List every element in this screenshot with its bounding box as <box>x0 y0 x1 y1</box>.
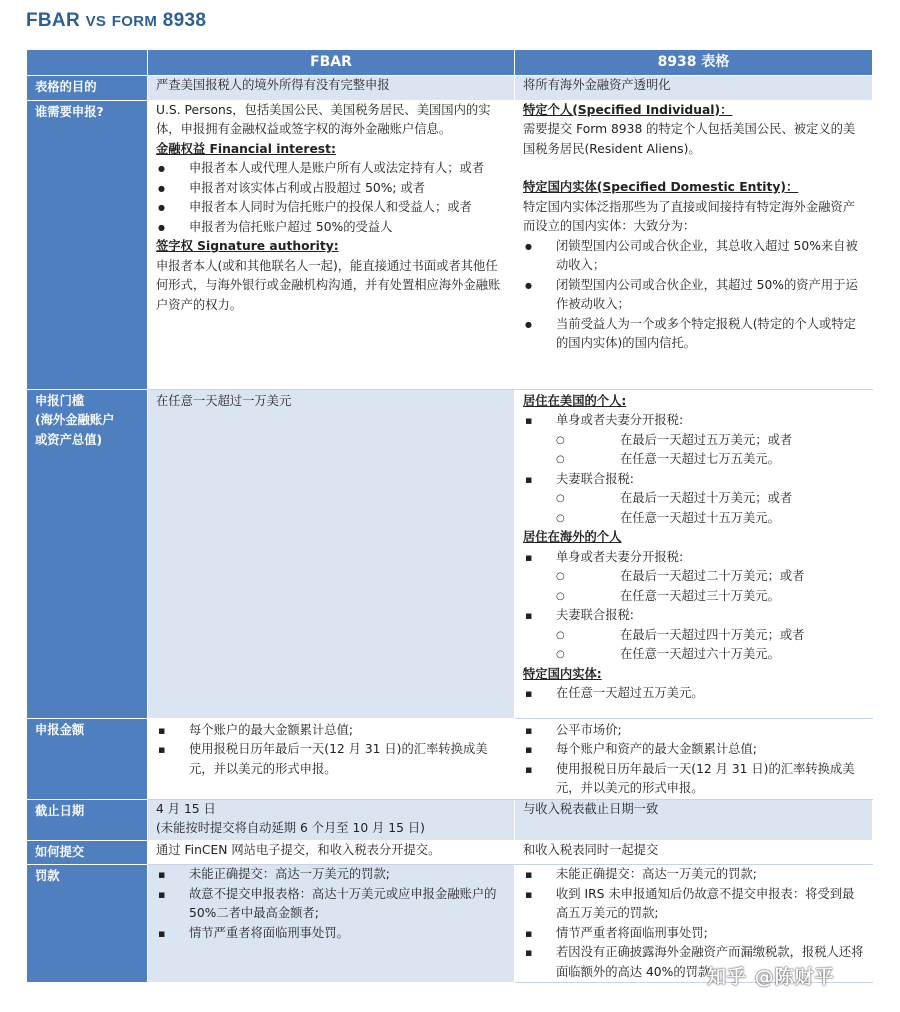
cell-fbar-howto: 通过 FinCEN 网站电子提交，和收入税表分开提交。 <box>148 840 515 865</box>
list-item: ○ 在任意一天超过十五万美元。 <box>556 509 864 529</box>
deadline-extension: (未能按时提交将自动延期 6 个月至 10 月 15 日) <box>156 821 425 835</box>
list-item: ▪ 未能正确提交：高达一万美元的罚款; <box>523 865 864 885</box>
abroad-list-joint <box>523 606 864 626</box>
entity-heading: 特定国内实体: <box>523 666 602 681</box>
list-item: ▪ 若因没有正确披露海外金融资产而漏缴税款，报税人还将面临额外的高达 40%的罚款。 <box>523 943 864 982</box>
list-item: ▪ 每个账户和资产的最大金额累计总值; <box>523 740 864 760</box>
list-item: ▪ 故意不提交申报表格：高达十万美元或应申报金融账户的 50%二者中最高金额者; <box>156 885 506 924</box>
row-label-amount: 申报金额 <box>27 718 148 799</box>
fbar-fi-heading: 金融权益 Financial interest: <box>156 141 336 156</box>
f-amount-list <box>523 721 864 799</box>
row-purpose <box>27 76 873 101</box>
cell-fbar-amount <box>148 718 515 799</box>
cell-fbar-deadline <box>148 799 515 840</box>
threshold-label-line: 或资产总值) <box>35 432 103 447</box>
row-label-who: 谁需要申报? <box>27 100 148 389</box>
list-item: ▪ 夫妻联合报税: <box>523 606 864 626</box>
fbar-penalty-list <box>156 865 506 943</box>
cell-8938-who <box>515 100 873 389</box>
f-si-heading: 特定个人(Specified Individual)： <box>523 102 733 117</box>
list-item: ○ 在任意一天超过三十万美元。 <box>556 587 864 607</box>
list-item: ▪ 情节严重者将面临刑事处罚; <box>523 924 864 944</box>
cell-fbar-who <box>148 100 515 389</box>
title-vs: VS <box>85 13 107 30</box>
list-item: ○ 在最后一天超过十万美元；或者 <box>556 489 864 509</box>
f-si-text: 需要提交 Form 8938 的特定个人包括美国公民、被定义的美国税务居民(Resident Aliens)。 <box>523 122 856 156</box>
row-who <box>27 100 873 389</box>
list-item: ▪ 使用报税日历年最后一天(12 月 31 日)的汇率转换成美元，并以美元的形式申报。 <box>156 740 506 779</box>
list-item: ▪ 在任意一天超过五万美元。 <box>523 684 864 704</box>
fbar-who-intro: U.S. Persons，包括美国公民、美国税务居民、美国国内的实体，申报拥有金融权益或签字权的海外金融账户信息。 <box>156 102 491 136</box>
list-item: ● 申报者为信托账户超过 50%的受益人 <box>156 218 506 238</box>
abroad-single-sublist <box>523 567 864 606</box>
f-sde-text: 特定国内实体泛指那些为了直接或间接持有特定海外金融资产而设立的国内实体：大致分为： <box>523 199 856 233</box>
abroad-joint-sublist <box>523 626 864 665</box>
list-item: ▪ 单身或者夫妻分开报税: <box>523 548 864 568</box>
abroad-list <box>523 548 864 568</box>
cell-8938-howto: 和收入税表同时一起提交 <box>515 840 873 865</box>
cell-8938-amount <box>515 718 873 799</box>
row-label-purpose: 表格的目的 <box>27 76 148 101</box>
entity-list <box>523 684 864 704</box>
abroad-heading: 居住在海外的个人 <box>523 530 622 544</box>
us-heading: 居住在美国的个人: <box>523 393 627 408</box>
row-deadline <box>27 799 873 840</box>
list-item: ○ 在任意一天超过七万五美元。 <box>556 450 864 470</box>
title-fbar: FBAR <box>26 10 80 31</box>
list-item: ● 申报者对该实体占利或占股超过 50%; 或者 <box>156 179 506 199</box>
us-joint-sublist <box>523 489 864 528</box>
cell-fbar-purpose: 严查美国报税人的境外所得有没有完整申报 <box>148 76 515 101</box>
fbar-sa-text: 申报者本人(或和其他联名人一起)，能直接通过书面或者其他任何形式，与海外银行或金融机构沟通，并有处置相应海外金融账户资产的权力。 <box>156 258 501 312</box>
deadline-date: 4 月 15 日 <box>156 801 216 816</box>
list-item: ● 申报者本人同时为信托账户的投保人和受益人；或者 <box>156 198 506 218</box>
header-blank <box>27 50 148 76</box>
list-item: ○ 在最后一天超过五万美元；或者 <box>556 431 864 451</box>
row-amount <box>27 718 873 799</box>
spacer <box>523 159 864 178</box>
cell-8938-threshold <box>515 389 873 718</box>
threshold-label-line: 申报门槛 <box>35 393 85 408</box>
list-item: ○ 在最后一天超过二十万美元；或者 <box>556 567 864 587</box>
list-item: ▪ 每个账户的最大金额累计总值; <box>156 721 506 741</box>
list-item: ▪ 单身或者夫妻分开报税: <box>523 411 864 431</box>
us-single-sublist <box>523 431 864 470</box>
comparison-table <box>26 49 873 983</box>
cell-fbar-penalty <box>148 865 515 983</box>
f-sde-list <box>523 237 864 354</box>
header-8938: 8938 表格 <box>515 50 873 76</box>
list-item: ▪ 夫妻联合报税: <box>523 470 864 490</box>
list-item: ▪ 使用报税日历年最后一天(12 月 31 日)的汇率转换成美元，并以美元的形式申报。 <box>523 760 864 799</box>
row-label-penalty: 罚款 <box>27 865 148 983</box>
fbar-sa-heading: 签字权 Signature authority: <box>156 239 339 253</box>
us-list <box>523 411 864 431</box>
fbar-fi-list <box>156 159 506 237</box>
watermark: 知乎 @陈财平 <box>707 966 835 988</box>
row-label-howto: 如何提交 <box>27 840 148 865</box>
title-number: 8938 <box>162 10 207 31</box>
list-item: ● 闭锁型国内公司或合伙企业，其总收入超过 50%来自被动收入； <box>523 237 864 276</box>
list-item: ● 申报者本人或代理人是账户所有人或法定持有人；或者 <box>156 159 506 179</box>
us-list-joint <box>523 470 864 490</box>
document-title <box>26 10 206 32</box>
row-howto <box>27 840 873 865</box>
list-item: ● 当前受益人为一个或多个特定报税人(特定的个人或特定的国内实体)的国内信托。 <box>523 315 864 354</box>
header-fbar: FBAR <box>148 50 515 76</box>
list-item: ▪ 未能正确提交：高达一万美元的罚款; <box>156 865 506 885</box>
threshold-label-line: (海外金融账户 <box>35 413 115 427</box>
fbar-amount-list <box>156 721 506 780</box>
list-item: ○ 在最后一天超过四十万美元；或者 <box>556 626 864 646</box>
list-item: ▪ 收到 IRS 未申报通知后仍故意不提交申报表：将受到最高五万美元的罚款; <box>523 885 864 924</box>
cell-fbar-threshold: 在任意一天超过一万美元 <box>148 389 515 718</box>
list-item: ▪ 情节严重者将面临刑事处罚。 <box>156 924 506 944</box>
cell-8938-purpose: 将所有海外金融资产透明化 <box>515 76 873 101</box>
cell-8938-deadline: 与收入税表截止日期一致 <box>515 799 873 840</box>
list-item: ▪ 公平市场价; <box>523 721 864 741</box>
row-label-threshold <box>27 389 148 718</box>
row-threshold <box>27 389 873 718</box>
f-sde-heading: 特定国内实体(Specified Domestic Entity)： <box>523 180 799 194</box>
row-label-deadline: 截止日期 <box>27 799 148 840</box>
list-item: ● 闭锁型国内公司或合伙企业，其超过 50%的资产用于运作被动收入； <box>523 276 864 315</box>
list-item: ○ 在任意一天超过六十万美元。 <box>556 645 864 665</box>
title-form: FORM <box>111 13 158 30</box>
